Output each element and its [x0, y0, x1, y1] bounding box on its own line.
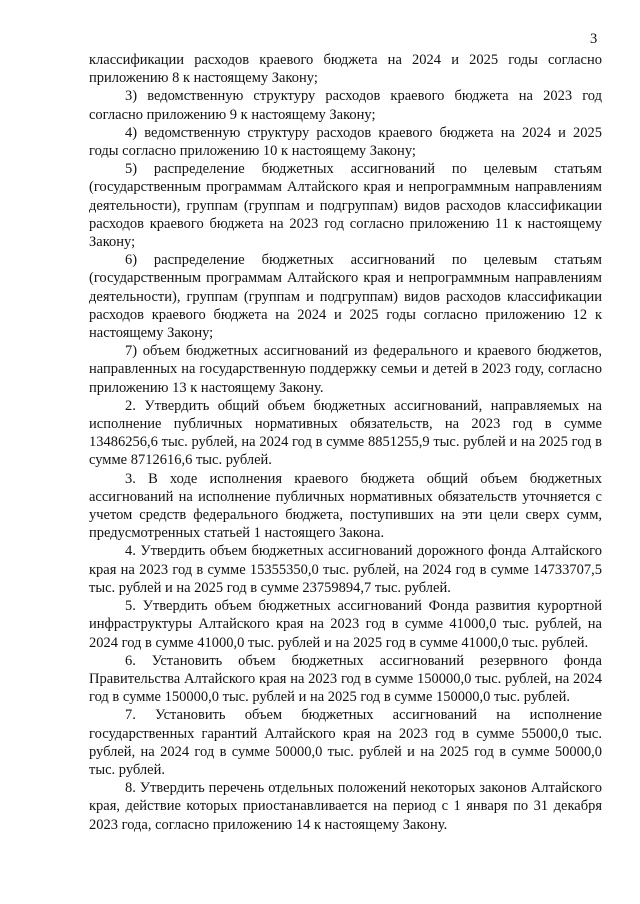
paragraph-clause-6: 6. Установить объем бюджетных ассигнований резервного фонда Правительства Алтайского края на 2023 год в сумме 150000,0 тыс. рублей, на 2024 год в сумме 150000,0 тыс. рублей и на 2025 год в сумме 150000,0 тыс. рублей.: [89, 652, 602, 706]
paragraph-item-6: 6) распределение бюджетных ассигнований по целевым статьям (государственным программам Алтайского края и непрограммным направлениям деятельности), группам (группам и подгруппам) видов расходов классификации расходов краевого бюджета на 2024 и 2025 годы согласно приложению 12 к настоящему Закону;: [89, 252, 602, 342]
paragraph-clause-2: 2. Утвердить общий объем бюджетных ассигнований, направляемых на исполнение публичных нормативных обязательств, на 2023 год в сумме 13486256,6 тыс. рублей, на 2024 год в сумме 8851255,9 тыс. рублей и на 2025 год в сумме 8712616,6 тыс. рублей.: [89, 397, 602, 469]
paragraph-item-7: 7) объем бюджетных ассигнований из федерального и краевого бюджетов, направленных на государственную поддержку семьи и детей в 2023 году, согласно приложению 13 к настоящему Закону.: [89, 343, 602, 396]
paragraph-clause-7: 7. Установить объем бюджетных ассигнований на исполнение государственных гарантий Алтайского края на 2023 год в сумме 55000,0 тыс. рублей, на 2024 год в сумме 50000,0 тыс. рублей и на 2025 год в сумме 50000,0 тыс. рублей.: [89, 707, 602, 778]
paragraph-clause-3: 3. В ходе исполнения краевого бюджета общий объем бюджетных ассигнований на исполнение публичных нормативных обязательств уточняется с учетом средств федерального бюджета, поступивших на эти цели сверх сумм, предусмотренных статьей 1 настоящего Закона.: [89, 470, 602, 542]
paragraph-item-4: 4) ведомственную структуру расходов краевого бюджета на 2024 и 2025 годы согласно приложению 10 к настоящему Закону;: [89, 124, 602, 160]
paragraph-continuation: классификации расходов краевого бюджета на 2024 и 2025 годы согласно приложению 8 к настоящему Закону;: [89, 52, 602, 87]
document-text: [89, 51, 602, 834]
paragraph-clause-4: 4. Утвердить объем бюджетных ассигнований дорожного фонда Алтайского края на 2023 год в сумме 15355350,0 тыс. рублей, на 2024 год в сумме 14733707,5 тыс. рублей и на 2025 год в сумме 23759894,7 тыс. рублей.: [89, 543, 602, 596]
paragraph-item-5: 5) распределение бюджетных ассигнований по целевым статьям (государственным программам Алтайского края и непрограммным направлениям деятельности), группам (группам и подгруппам) видов расходов классификации расходов краевого бюджета на 2023 год согласно приложению 11 к настоящему Закону;: [89, 161, 602, 251]
paragraph-item-3: 3) ведомственную структуру расходов краевого бюджета на 2023 год согласно приложению 9 к настоящему Закону;: [89, 88, 602, 123]
page-number: 3: [590, 31, 598, 47]
paragraph-clause-8: 8. Утвердить перечень отдельных положений некоторых законов Алтайского края, действие которых приостанавливается на период с 1 января по 31 декабря 2023 года, согласно приложению 14 к настоящему Закону.: [89, 780, 602, 833]
paragraph-clause-5: 5. Утвердить объем бюджетных ассигнований Фонда развития курортной инфраструктуры Алтайского края на 2023 год в сумме 41000,0 тыс. рублей, на 2024 год в сумме 41000,0 тыс. рублей и на 2025 год в сумме 41000,0 тыс. рублей.: [89, 598, 602, 651]
